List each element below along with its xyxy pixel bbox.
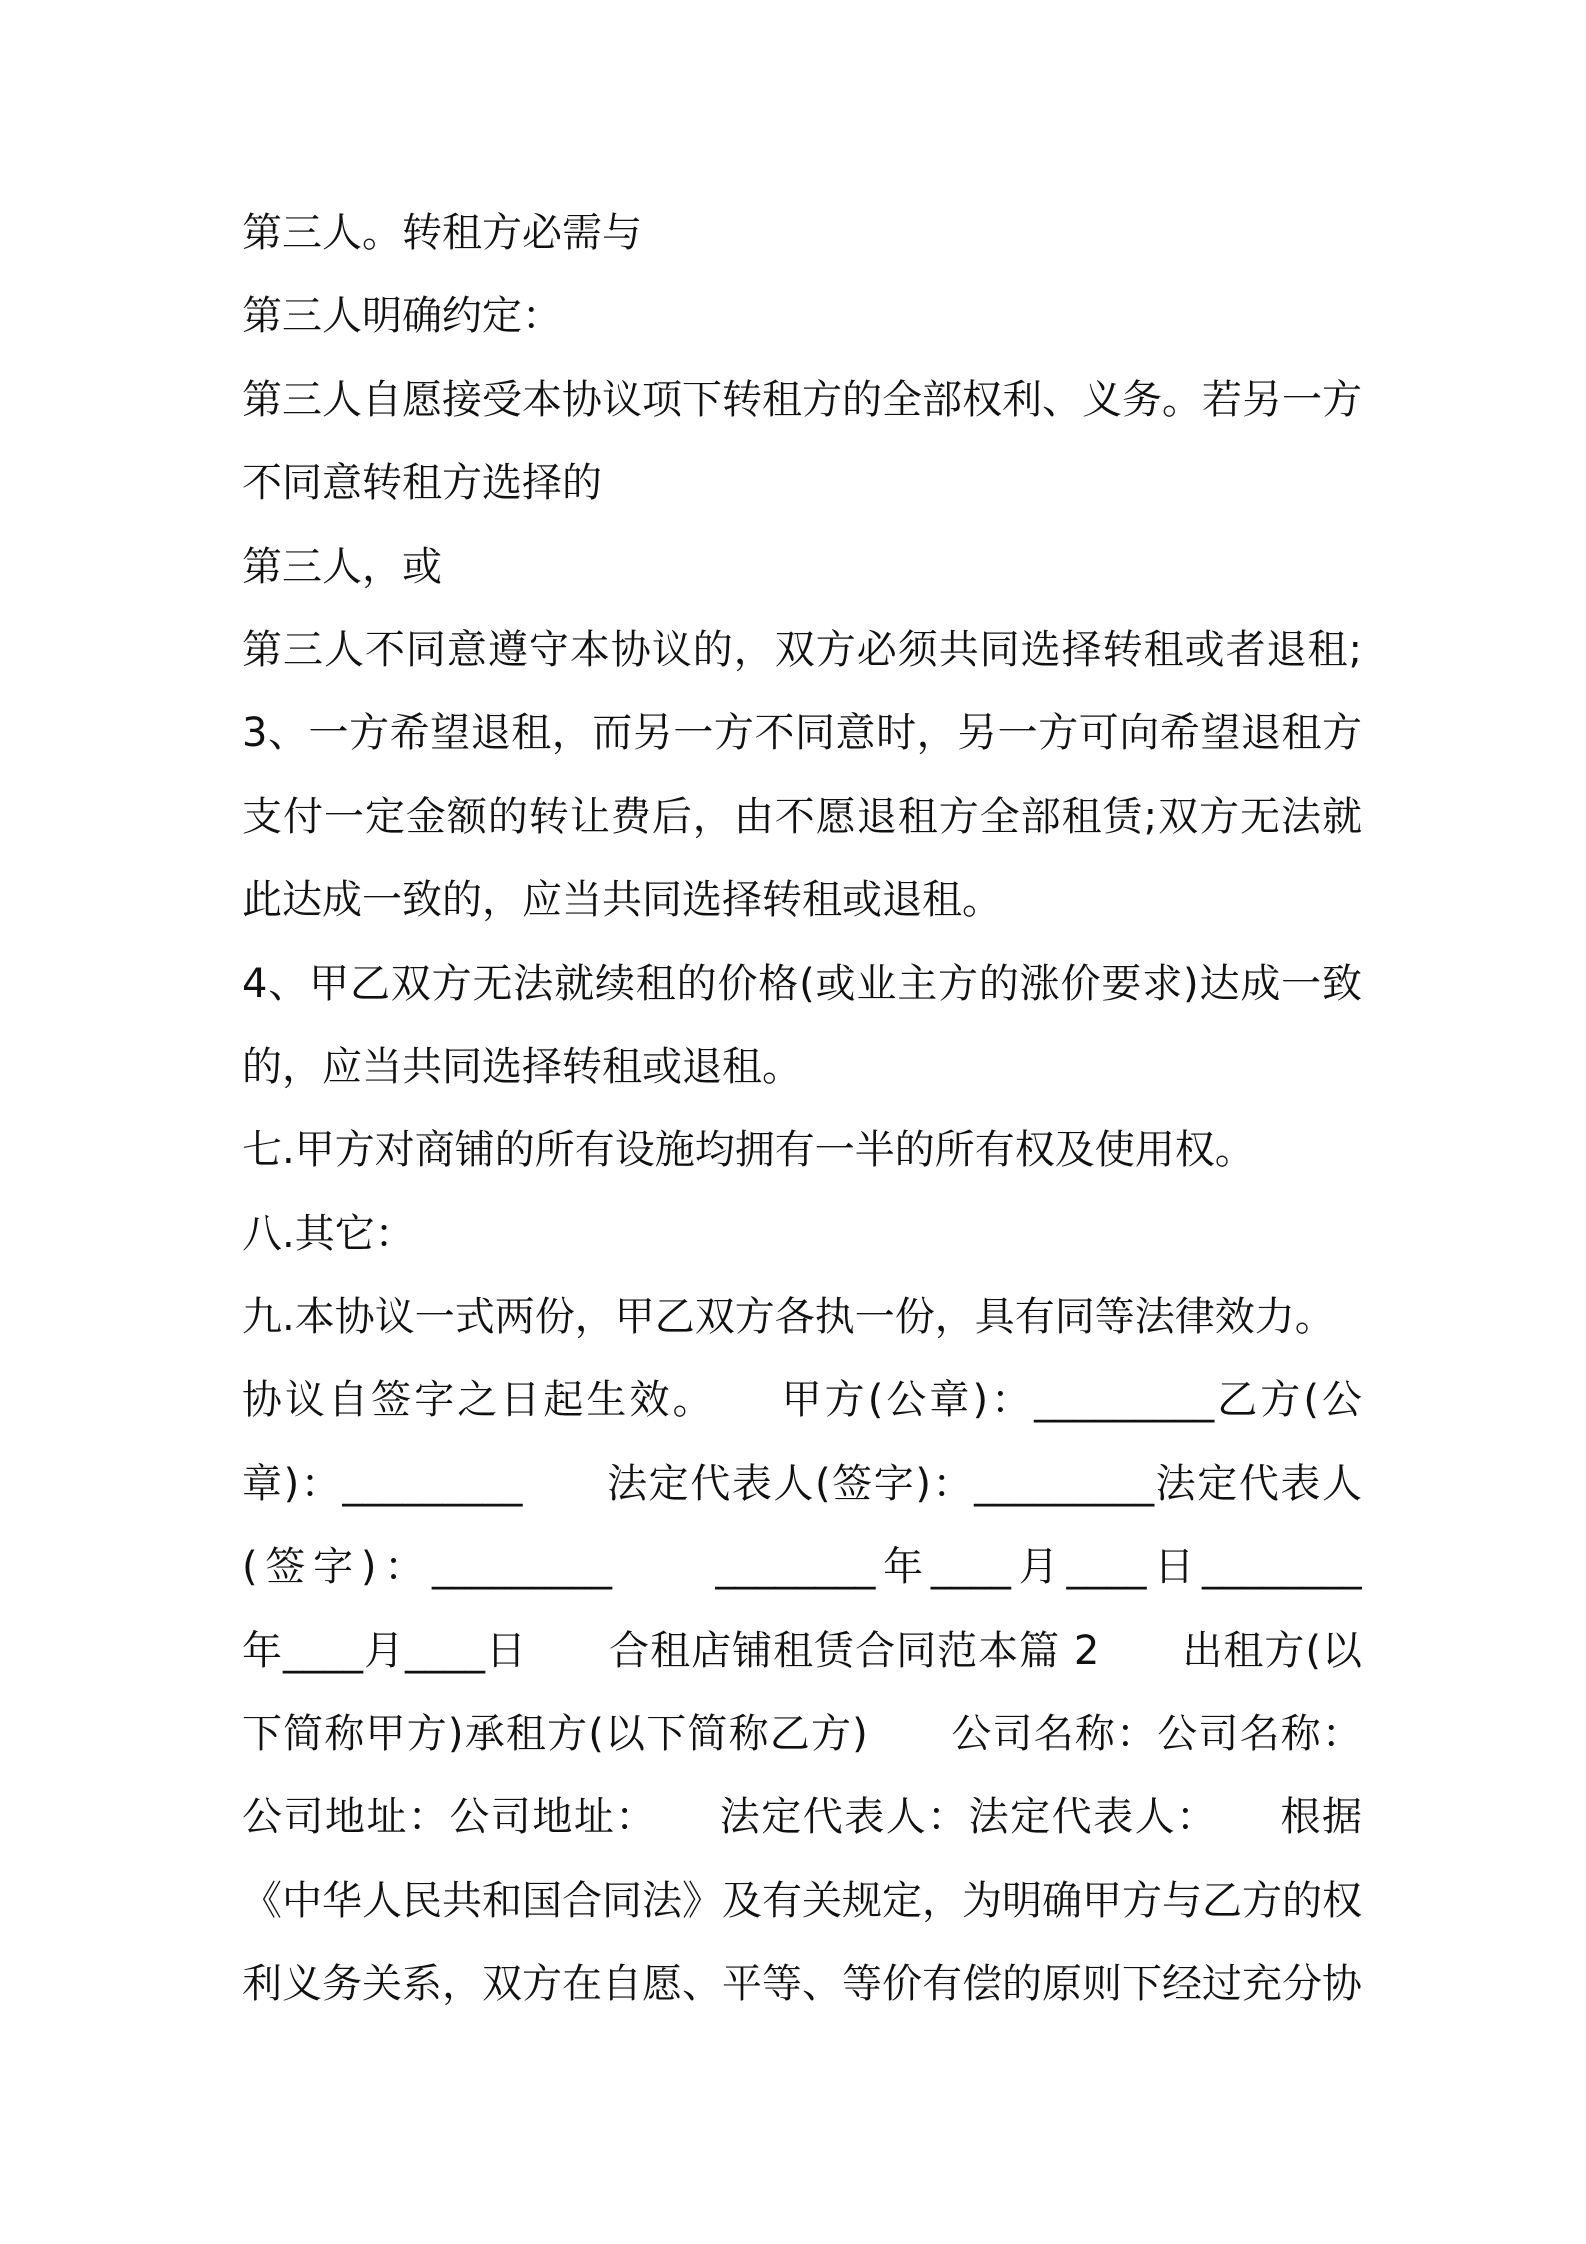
text-line: 不同意转租方选择的 [242, 460, 602, 507]
text-line: 3、一方希望退租，而另一方不同意时，另一方可向希望退租方 [242, 710, 1362, 757]
text-line: 九.本协议一式两份，甲乙双方各执一份，具有同等法律效力。 [242, 1294, 1335, 1341]
text-line: 公司地址：公司地址： 法定代表人：法定代表人： 根据 [242, 1794, 1362, 1841]
text-line: 第三人不同意遵守本协议的，双方必须共同选择转租或者退租; [242, 626, 1362, 673]
text-line: 第三人明确约定： [242, 293, 562, 340]
text-line: 此达成一致的，应当共同选择转租或退租。 [242, 877, 1002, 924]
text-line: 《中华人民共和国合同法》及有关规定，为明确甲方与乙方的权 [242, 1877, 1362, 1924]
text-line: 支付一定金额的转让费后，由不愿退租方全部租赁;双方无法就 [242, 793, 1362, 840]
text-line: 七.甲方对商铺的所有设施均拥有一半的所有权及使用权。 [242, 1127, 1255, 1174]
text-line: 章)：_________ 法定代表人(签字)：_________法定代表人 [242, 1460, 1362, 1507]
text-line: 利义务关系，双方在自愿、平等、等价有偿的原则下经过充分协 [242, 1961, 1362, 2008]
document-body [242, 192, 1362, 2027]
text-line: 八.其它： [242, 1210, 415, 1257]
text-line: 下简称甲方)承租方(以下简称乙方) 公司名称：公司名称： [242, 1711, 1362, 1758]
text-line: 4、甲乙双方无法就续租的价格(或业主方的涨价要求)达成一致 [242, 960, 1362, 1007]
text-line: 的，应当共同选择转租或退租。 [242, 1043, 802, 1090]
text-line: 第三人自愿接受本协议项下转租方的全部权利、义务。若另一方 [242, 376, 1362, 423]
text-line: 年____月____日 合租店铺租赁合同范本篇 2 出租方(以 [242, 1627, 1362, 1674]
text-line: 协议自签字之日起生效。 甲方(公章)：_________乙方(公 [242, 1377, 1362, 1424]
text-line: 第三人。转租方必需与 [242, 210, 642, 256]
text-line: (签字)：_________ ________年____月____日________ [242, 1544, 1362, 1591]
text-line: 第三人，或 [242, 543, 442, 590]
